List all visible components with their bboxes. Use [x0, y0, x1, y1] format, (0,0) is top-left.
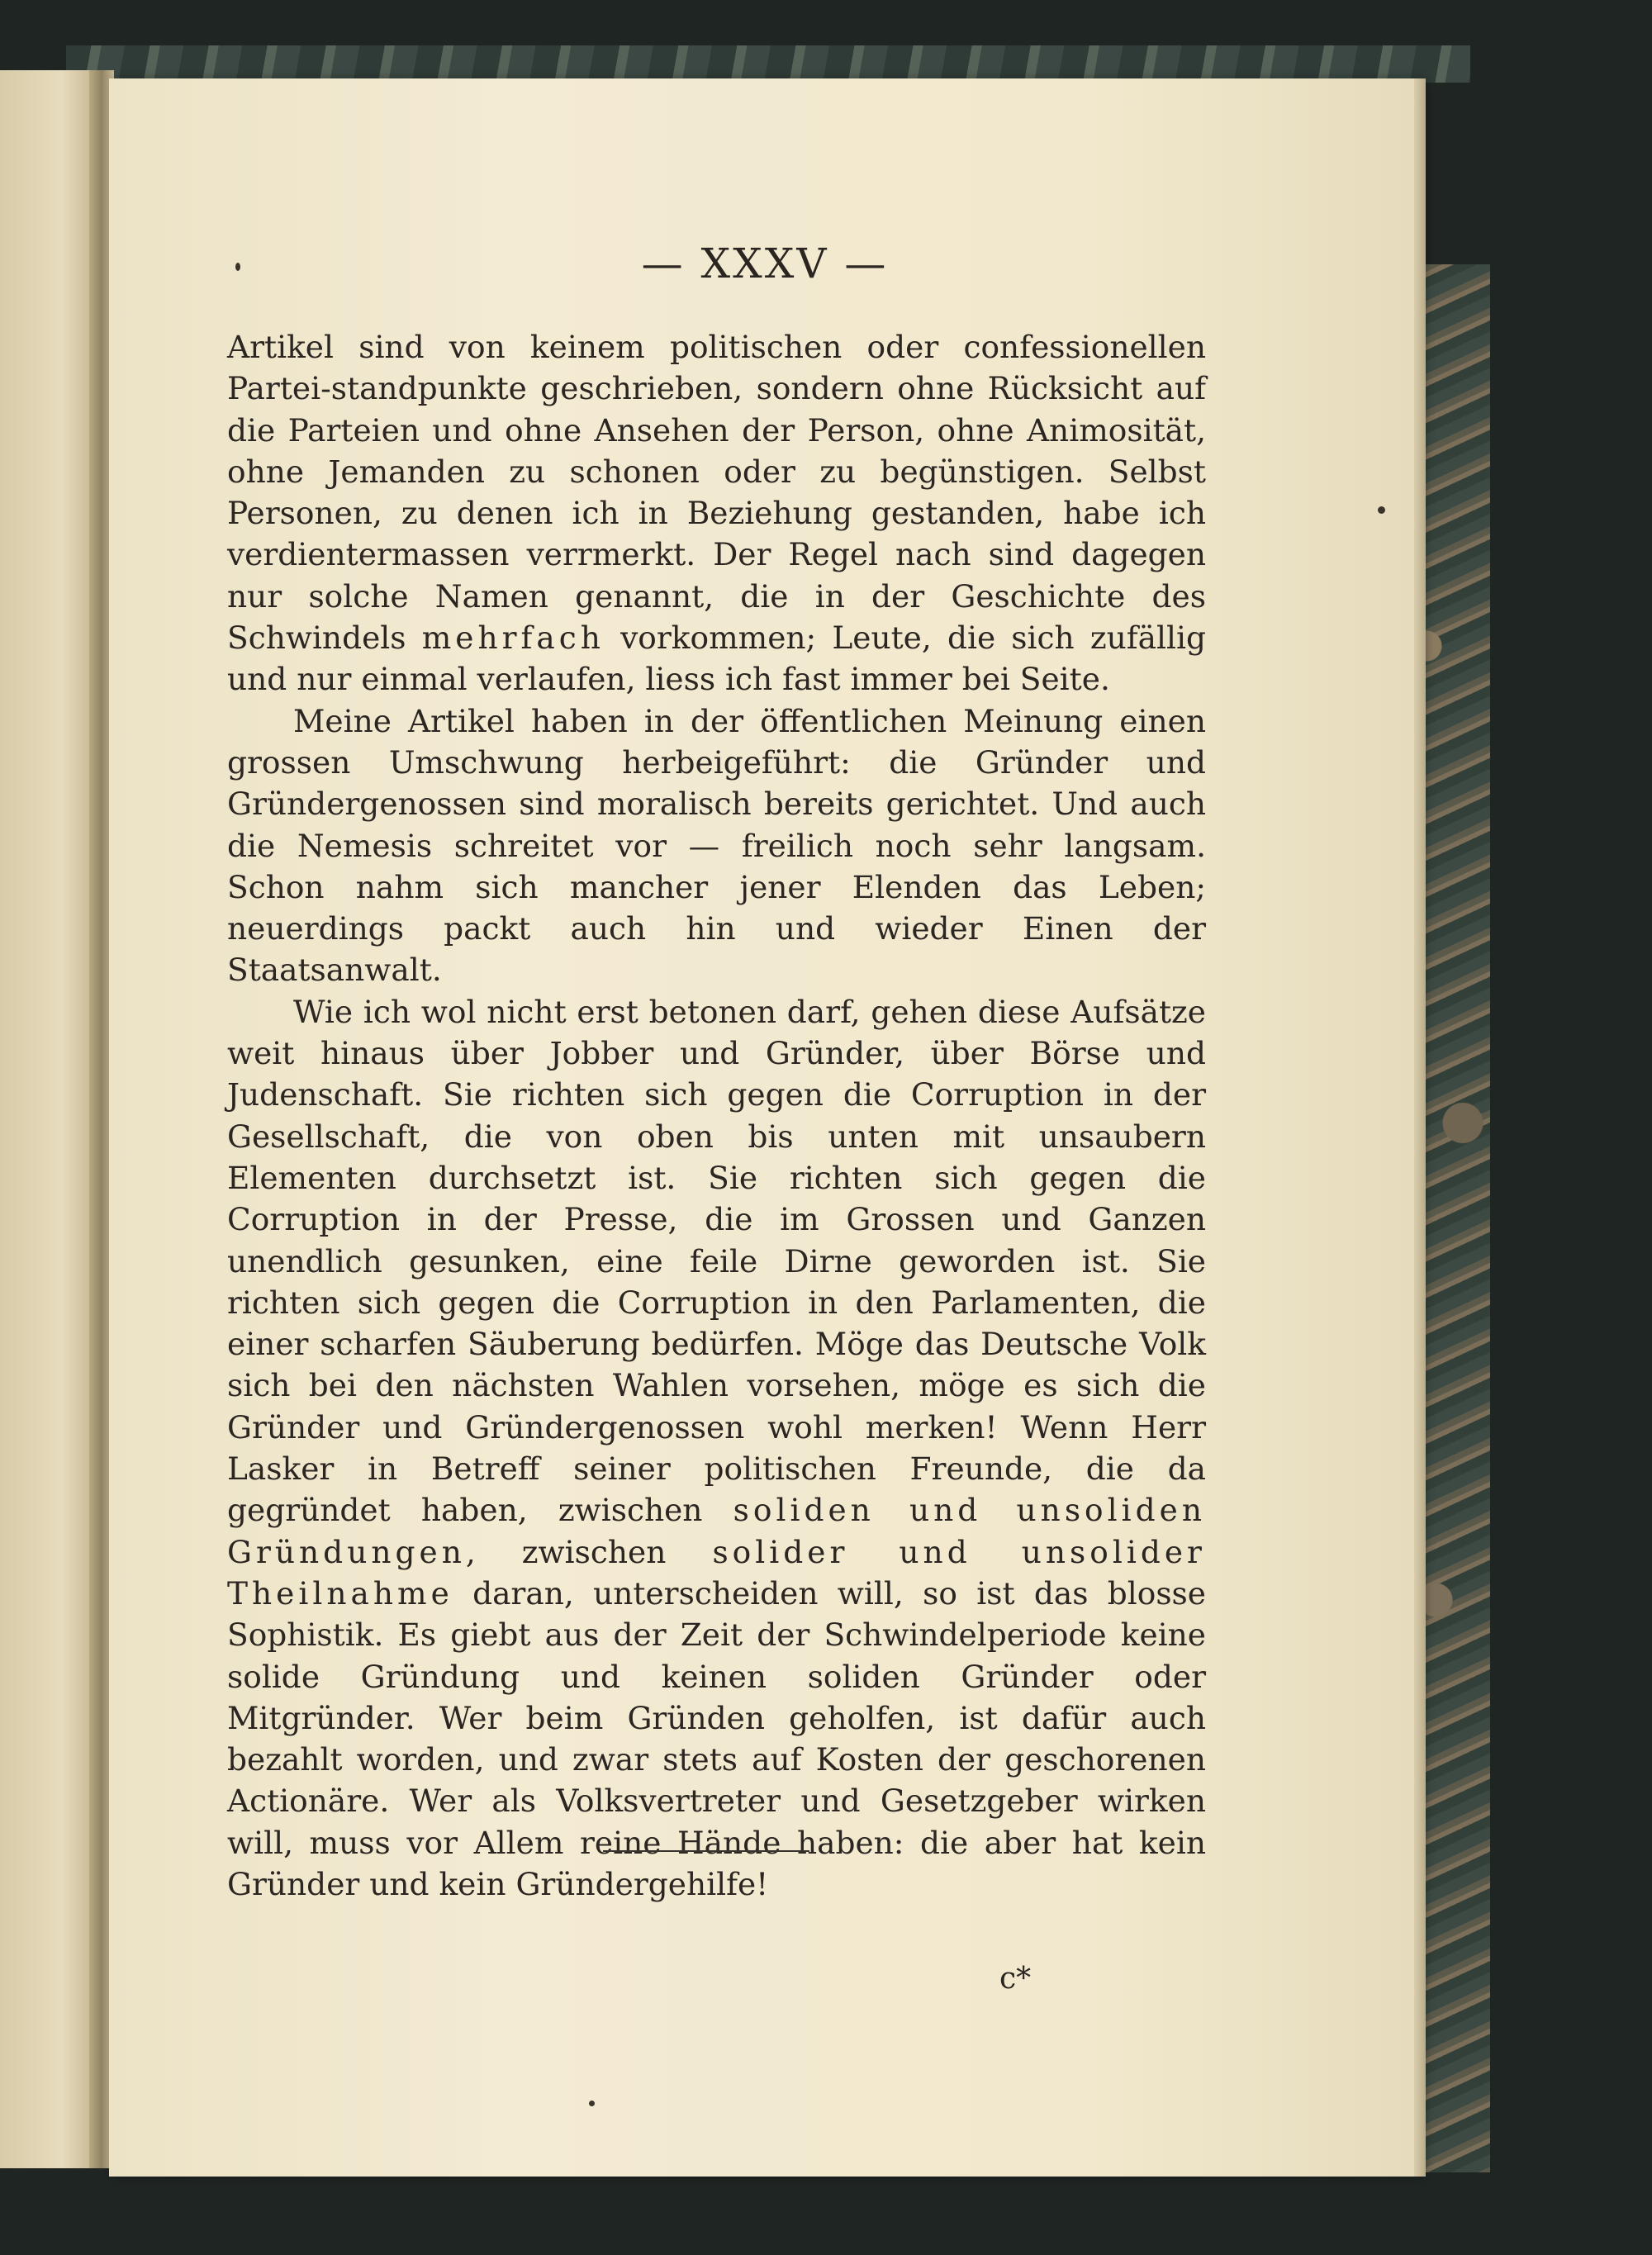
paragraph — [227, 700, 1206, 991]
body-text — [227, 326, 1206, 1905]
spaced-emphasis-text: solider und unsolider Theilnahme — [227, 1533, 1206, 1612]
paper-speck — [1378, 506, 1385, 514]
paragraph-text: Artikel sind von keinem politischen oder confessionellen Partei-standpunkte geschrieben, sondern ohne Rücksicht auf die Parteien und ohne Ansehen der Person, ohne Animosität, ohne Jemanden zu schonen oder zu begünstigen. Selbst Personen, zu denen ich in Beziehung gestanden, habe ich verdientermassen verrmerkt. Der Regel nach sind dagegen nur solche Namen genannt, die in der Geschichte des Schwindels — [227, 329, 1206, 657]
paragraph — [227, 991, 1206, 1906]
page-fore-edge — [1414, 78, 1426, 2177]
paragraph-text: Meine Artikel haben in der öffentlichen Meinung einen grossen Umschwung herbeigeführt: die Gründer und Gründergenossen sind moralisch bereits gerichtet. Und auch die Nemesis schreitet vor — freilich noch sehr langsam. Schon nahm sich mancher jener Elenden das Leben; neuerdings packt auch hin und wieder Einen der Staatsanwalt. — [227, 702, 1206, 989]
paragraph-text: Wie ich wol nicht erst betonen darf, gehen diese Aufsätze weit hinaus über Jobber und Gründer, über Börse und Judenschaft. Sie richten sich gegen die Corruption in der Gesellschaft, die von oben bis unten mit unsaubern Elementen durchsetzt ist. Sie richten sich gegen die Corruption in der Presse, die im Grossen und Ganzen unendlich gesunken, eine feile Dirne geworden ist. Sie richten sich gegen die Corruption in den Parlamenten, die einer scharfen Säuberung bedürfen. Möge das Deutsche Volk sich bei den nächsten Wahlen vorsehen, möge es sich die Gründer und Gründergenossen wohl merken! Wenn Herr Lasker in Betreff seiner politischen Freunde, die da gegründet haben, zwischen — [227, 993, 1206, 1529]
signature-mark: c* — [999, 1962, 1032, 1996]
paragraph-text: , zwischen — [465, 1533, 713, 1570]
binding-edge-top — [66, 45, 1470, 83]
paper-speck — [235, 263, 240, 271]
paragraph — [227, 326, 1206, 700]
spaced-emphasis-text: soliden und unsoliden Gründungen — [227, 1492, 1206, 1570]
page-header: — XXXV — — [641, 240, 889, 287]
spaced-emphasis-text: mehrfach — [421, 620, 605, 657]
paper-speck — [589, 2101, 595, 2106]
facing-page-edge — [0, 70, 103, 2168]
paragraph-text: vorkommen; Leute, die sich zufällig und nur einmal verlaufen, liess ich fast immer bei Seite. — [227, 620, 1207, 698]
section-divider — [603, 1850, 809, 1852]
paragraph-text: daran, unterscheiden will, so ist das blosse Sophistik. Es giebt aus der Zeit der Schwindelperiode keine solide Gründung und keinen soliden Gründer oder Mitgründer. Wer beim Gründen geholfen, ist dafür auch bezahlt worden, und zwar stets auf Kosten der geschorenen Actionäre. Wer als Volksvertreter und Gesetzgeber wirken will, muss vor Allem reine Hände haben: die aber hat kein Gründer und kein Gründergehilfe! — [227, 1574, 1206, 1902]
